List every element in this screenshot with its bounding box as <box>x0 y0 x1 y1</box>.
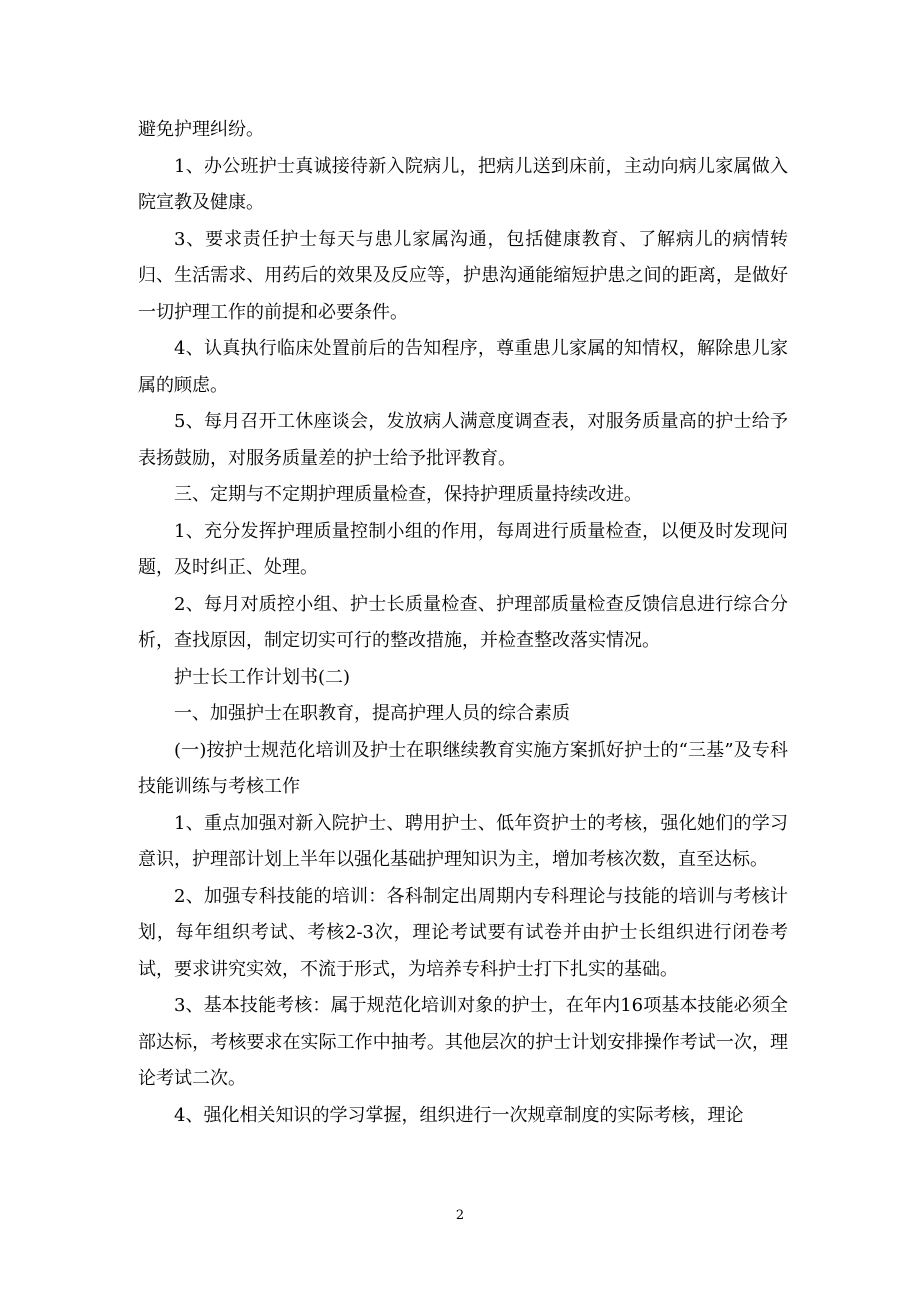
paragraph-training-item-3: 3、基本技能考核：属于规范化培训对象的护士，在年内16项基本技能必须全部达标，考核要求在实际工作中抽考。其他层次的护士计划安排操作考试一次，理论考试二次。 <box>138 995 788 1089</box>
paragraph-training-item-1: 1、重点加强对新入院护士、聘用护士、低年资护士的考核，强化她们的学习意识，护理部计划上半年以强化基础护理知识为主，增加考核次数，直至达标。 <box>138 812 788 870</box>
paragraph-item-3-communication: 3、要求责任护士每天与患儿家属沟通，包括健康教育、了解病儿的病情转归、生活需求、用药后的效果及反应等，护患沟通能缩短护患之间的距离，是做好一切护理工作的前提和必要条件。 <box>138 228 788 323</box>
paragraph-quality-item-2: 2、每月对质控小组、护士长质量检查、护理部质量检查反馈信息进行综合分析，查找原因，制定切实可行的整改措施，并检查整改落实情况。 <box>138 593 788 651</box>
paragraph-training-item-4: 4、强化相关知识的学习掌握，组织进行一次规章制度的实际考核，理论 <box>174 1104 744 1126</box>
paragraph-item-1-reception: 1、办公班护士真诚接待新入院病儿，把病儿送到床前，主动向病儿家属做入院宣教及健康。 <box>138 155 788 213</box>
paragraph-training-item-2: 2、加强专科技能的培训：各科制定出周期内专科理论与技能的培训与考核计划，每年组织考试、考核2-3次，理论考试要有试卷并由护士长组织进行闭卷考试，要求讲究实效，不流于形式，为培养专科护士打下扎实的基础。 <box>138 885 788 980</box>
page-number: 2 <box>455 1208 465 1223</box>
paragraph-intro-end: 避免护理纠纷。 <box>138 119 264 140</box>
section-heading-quality-check: 三、定期与不定期护理质量检查，保持护理质量持续改进。 <box>174 484 642 505</box>
section-heading-education: 一、加强护士在职教育，提高护理人员的综合素质 <box>174 703 570 724</box>
document-subtitle: 护士长工作计划书(二) <box>174 666 351 688</box>
paragraph-item-5-meeting: 5、每月召开工休座谈会，发放病人满意度调查表，对服务质量高的护士给予表扬鼓励，对服务质量差的护士给予批评教育。 <box>138 411 788 469</box>
paragraph-quality-item-1: 1、充分发挥护理质量控制小组的作用，每周进行质量检查，以便及时发现问题，及时纠正、处理。 <box>138 520 788 578</box>
document-body <box>138 112 788 1134</box>
subsection-heading-training: (一)按护士规范化培训及护士在职继续教育实施方案抓好护士的“三基”及专科技能训练与考核工作 <box>138 739 788 797</box>
paragraph-item-4-notification: 4、认真执行临床处置前后的告知程序，尊重患儿家属的知情权，解除患儿家属的顾虑。 <box>138 338 788 396</box>
